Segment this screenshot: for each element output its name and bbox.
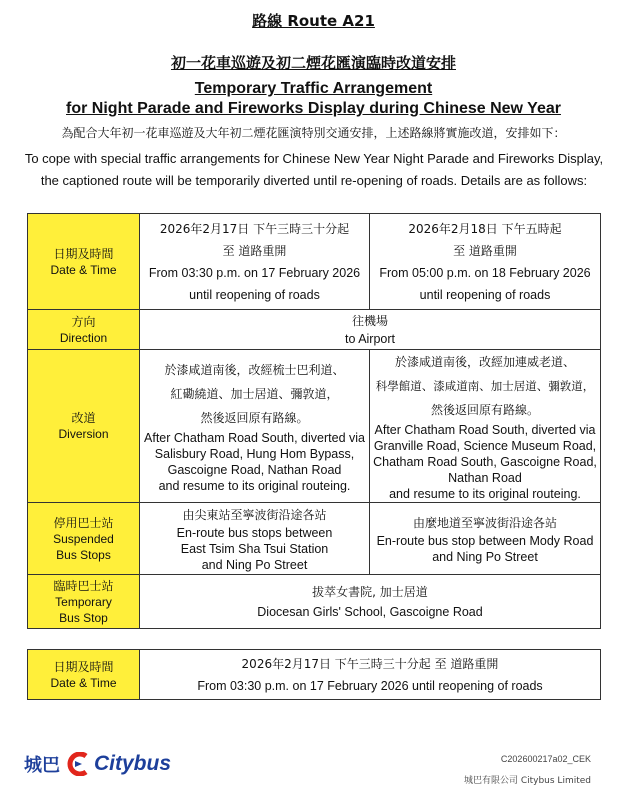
- diversion1-en3: Gascoigne Road, Nathan Road: [167, 463, 342, 477]
- date-label-2-en: Date & Time: [50, 675, 117, 690]
- title-english-line1: Temporary Traffic Arrangement: [194, 80, 433, 97]
- suspended-label-en1: Suspended: [53, 531, 114, 546]
- suspended-label: [28, 503, 140, 575]
- date-cell-2: [370, 214, 601, 310]
- date-label-en: Date & Time: [50, 262, 117, 277]
- suspended1-en3: and Ning Po Street: [201, 557, 308, 572]
- table-row-suspended: [28, 503, 601, 575]
- diversion-cell-2: [370, 350, 601, 503]
- direction-en: to Airport: [344, 331, 396, 346]
- diversion-label-zh: 改道: [71, 411, 96, 425]
- logo-chinese: 城巴: [24, 755, 60, 776]
- date2-zh2: 至 道路重開: [453, 243, 517, 258]
- diversion1-en2: Salisbury Road, Hung Hom Bypass,: [154, 447, 355, 461]
- route-title: 路線 Route A21: [252, 12, 375, 30]
- diversion1-en4: and resume to its original routeing.: [158, 479, 351, 493]
- suspended2-en1: En-route bus stop between Mody Road: [376, 533, 594, 548]
- diversion-table: [27, 213, 601, 629]
- date2-full-en: From 03:30 p.m. on 17 February 2026 until reopening of roads: [197, 678, 543, 693]
- citybus-c-mark-icon: [64, 752, 90, 776]
- diversion1-en1: After Chatham Road South, diverted via: [144, 431, 365, 445]
- diversion2-en3: Chatham Road South, Gascoigne Road,: [373, 455, 597, 469]
- table-row-diversion: [28, 350, 601, 503]
- suspended1-en1: En-route bus stops between: [176, 525, 333, 540]
- diversion2-zh1: 於漆咸道南後，改經加連威老道、: [394, 355, 575, 369]
- date1-zh1: 2026年2月17日 下午三時三十分起: [159, 221, 350, 236]
- company-name: 城巴有限公司 Citybus Limited: [463, 776, 591, 786]
- temporary-label-zh: 臨時巴士站: [53, 578, 114, 593]
- suspended-cell-2: [370, 503, 601, 575]
- diversion1-zh3: 然後返回原有路線。: [200, 411, 309, 425]
- intro-chinese: 為配合大年初一花車巡遊及大年初二煙花匯演特別交通安排，上述路線將實施改道，安排如下：: [61, 126, 566, 140]
- temporary-label: [28, 575, 140, 629]
- temporary-cell: [140, 575, 601, 629]
- temporary-zh: 拔萃女書院, 加士居道: [312, 584, 428, 599]
- date1-en1: From 03:30 p.m. on 17 February 2026: [148, 265, 361, 280]
- suspended-cell-1: [140, 503, 370, 575]
- diversion1-zh2: 紅磡繞道、加士居道、彌敦道，: [170, 387, 339, 401]
- table-row-date: [28, 214, 601, 310]
- temporary-en: Diocesan Girls' School, Gascoigne Road: [257, 604, 483, 619]
- temporary-label-en1: Temporary: [55, 594, 112, 609]
- date2-full-zh: 2026年2月17日 下午三時三十分起 至 道路重開: [241, 656, 499, 671]
- diversion2-zh2: 科學館道、漆咸道南、加士居道、彌敦道，: [375, 379, 595, 393]
- date2-en2: until reopening of roads: [419, 287, 551, 302]
- direction-zh: 往機場: [351, 313, 388, 328]
- date1-zh2: 至 道路重開: [222, 243, 287, 258]
- logo-english: Citybus: [94, 752, 172, 775]
- date-cell-2-full: [140, 650, 601, 700]
- citybus-logo: [24, 750, 171, 778]
- diversion-cell-1: [140, 350, 370, 503]
- direction-label: [28, 310, 140, 350]
- diversion2-en1: After Chatham Road South, diverted via: [374, 423, 596, 437]
- diversion2-zh3: 然後返回原有路線。: [430, 403, 539, 417]
- table-row-direction: [28, 310, 601, 350]
- date1-en2: until reopening of roads: [189, 287, 320, 302]
- diversion1-zh1: 於漆咸道南後，改經梳士巴利道、: [164, 363, 345, 377]
- suspended-label-en2: Bus Stops: [56, 547, 111, 562]
- diversion-label-en: Diversion: [58, 427, 109, 441]
- date2-zh1: 2026年2月18日 下午五時起: [408, 221, 562, 236]
- suspended2-en2: and Ning Po Street: [432, 549, 538, 564]
- date-label-zh: 日期及時間: [53, 246, 114, 261]
- suspended1-en2: East Tsim Sha Tsui Station: [180, 541, 329, 556]
- direction-cell: [140, 310, 601, 350]
- table-row-date-2: [28, 650, 601, 700]
- title-english-line2: for Night Parade and Fireworks Display during Chinese New Year: [66, 100, 561, 117]
- diversion2-en4: Nathan Road: [448, 471, 522, 485]
- title-chinese: 初一花車巡遊及初二煙花匯演臨時改道安排: [170, 54, 456, 72]
- date-label-2: [28, 650, 140, 700]
- temporary-label-en2: Bus Stop: [59, 610, 108, 625]
- diversion2-en2: Granville Road, Science Museum Road,: [373, 439, 597, 453]
- diversion2-en5: and resume to its original routeing.: [389, 487, 581, 501]
- suspended2-zh: 由麼地道至寧波街沿途各站: [412, 515, 557, 530]
- date-label-2-zh: 日期及時間: [53, 659, 114, 674]
- date-cell-1: [140, 214, 370, 310]
- date-table-2: [27, 649, 601, 700]
- date-label: [28, 214, 140, 310]
- date2-en1: From 05:00 p.m. on 18 February 2026: [379, 265, 591, 280]
- suspended1-zh: 由尖東站至寧波街沿途各站: [182, 507, 327, 522]
- direction-label-en: Direction: [59, 330, 108, 345]
- notice-code: C202600217a02_CEK: [500, 754, 591, 764]
- intro-english: To cope with special traffic arrangements for Chinese New Year Night Parade and Fireworks Display, the captioned route will be temporarily diverted until re-opening of roads. Details are as follows:: [24, 151, 604, 188]
- suspended-label-zh: 停用巴士站: [53, 515, 114, 530]
- direction-label-zh: 方向: [71, 314, 96, 329]
- table-row-temporary: [28, 575, 601, 629]
- diversion-label: [28, 350, 140, 503]
